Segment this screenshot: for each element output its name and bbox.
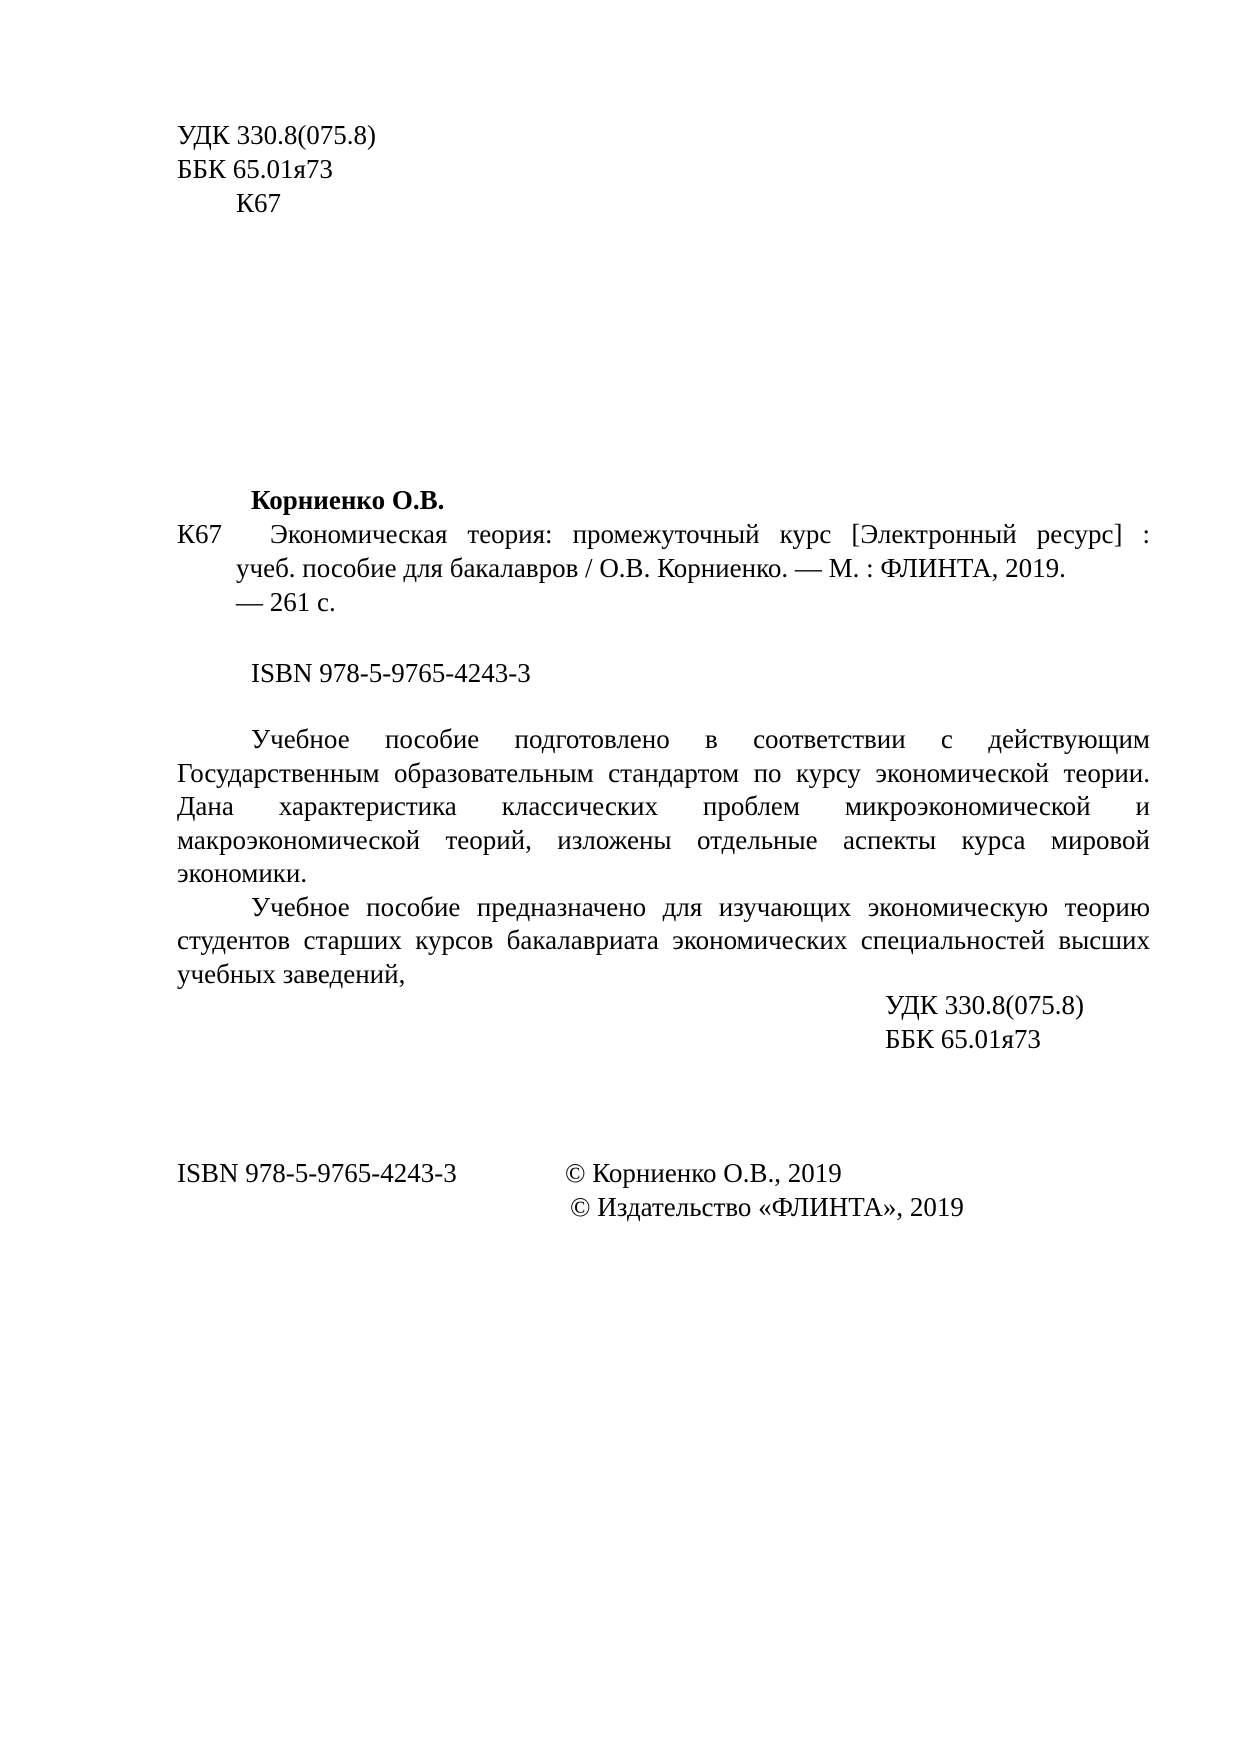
classification-bbk: ББК 65.01я73 — [885, 1024, 1041, 1054]
author-name: Корниенко О.В. — [251, 485, 445, 515]
entry-title-line: Экономическая теория: промежуточный курс [Электронный ресурс] : — [270, 519, 1150, 549]
entry-publication-line: учеб. пособие для бакалавров / О.В. Корниенко. — М. : ФЛИНТА, 2019. — [236, 553, 1066, 583]
header-author-code: К67 — [236, 188, 282, 218]
annotation — [177, 723, 1150, 991]
bibliographic-entry — [236, 517, 1150, 619]
entry-isbn: ISBN 978-5-9765-4243-3 — [251, 658, 531, 688]
annotation-paragraph: Учебное пособие предназначено для изучающих экономическую теорию студентов старших курсов бакалавриата экономических специальностей высших учебных заведений, — [177, 891, 1150, 989]
entry-pages-line: — 261 с. — [236, 587, 336, 617]
header-udk: УДК 330.8(075.8) — [177, 120, 377, 150]
classification-udk: УДК 330.8(075.8) — [885, 990, 1085, 1020]
copyright-author: © Корниенко О.В., 2019 — [565, 1158, 842, 1188]
footer-isbn: ISBN 978-5-9765-4243-3 — [177, 1158, 457, 1188]
copyright-publisher: © Издательство «ФЛИНТА», 2019 — [570, 1192, 964, 1222]
annotation-paragraph: Учебное пособие подготовлено в соответствии с действующим Государственным образовательным стандартом по курсу экономической теории. Дана характеристика классических проблем микроэкономической и макроэкономической теорий, изложены отдельные аспекты курса мировой экономики. — [177, 724, 1150, 888]
entry-author-code: К67 — [177, 519, 223, 549]
header-bbk: ББК 65.01я73 — [177, 154, 333, 184]
